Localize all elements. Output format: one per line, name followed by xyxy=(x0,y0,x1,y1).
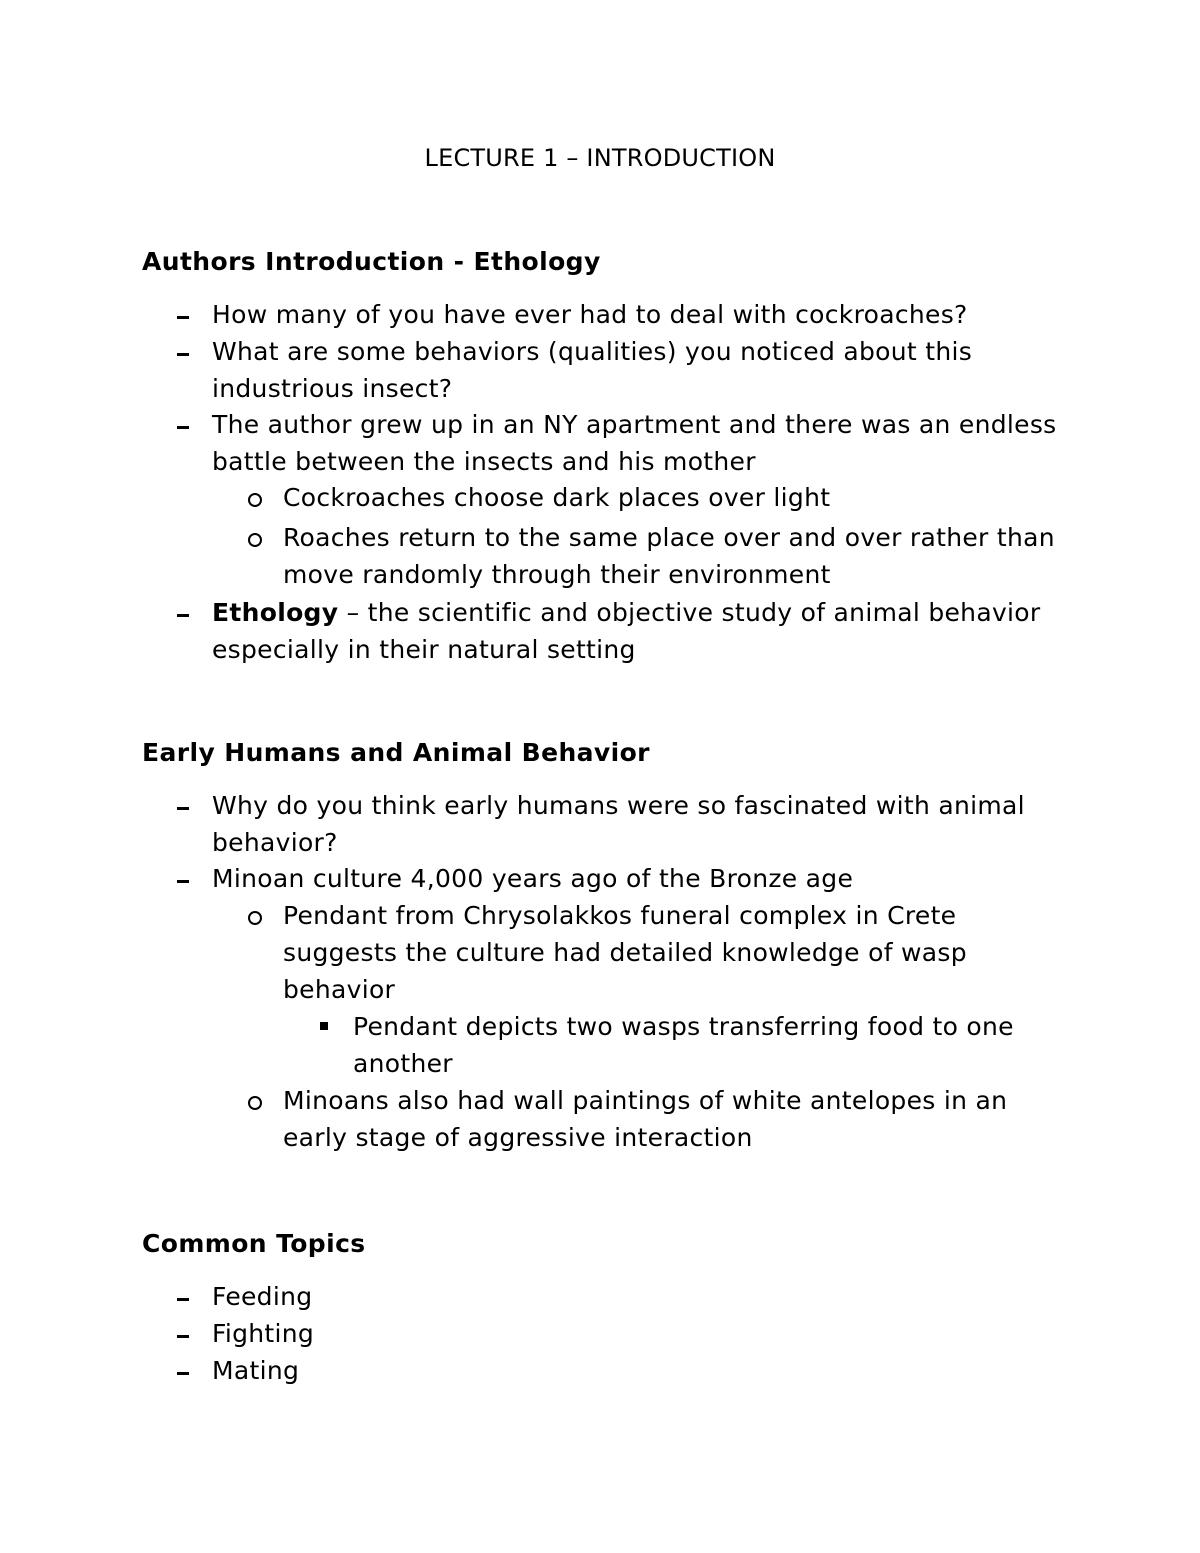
list-item: Feeding xyxy=(212,1282,313,1311)
dash-bullet xyxy=(177,353,189,356)
circle-bullet xyxy=(248,1096,262,1110)
list-item: Mating xyxy=(212,1356,300,1385)
dash-bullet xyxy=(177,614,189,617)
term-ethology: Ethology xyxy=(212,598,339,627)
section-heading-common-topics: Common Topics xyxy=(142,1229,366,1258)
list-item: Minoan culture 4,000 years ago of the Bronze age xyxy=(212,864,854,893)
page-title: LECTURE 1 – INTRODUCTION xyxy=(424,144,776,172)
list-item-ethology-definition xyxy=(212,594,1072,668)
list-subitem: Pendant from Chrysolakkos funeral complex in Crete suggests the culture had detailed knowledge of wasp behavior xyxy=(283,901,967,1004)
list-item: Fighting xyxy=(212,1319,315,1348)
dash-bullet xyxy=(177,880,189,883)
list-subitem: Roaches return to the same place over and over rather than move randomly through their environment xyxy=(283,523,1055,589)
section-heading-authors-introduction: Authors Introduction - Ethology xyxy=(142,247,601,276)
list-item: How many of you have ever had to deal with cockroaches? xyxy=(212,300,968,329)
definition-text: – the scientific and objective study of animal behavior especially in their natural setting xyxy=(212,598,1041,664)
dash-bullet xyxy=(177,1372,189,1375)
list-item: What are some behaviors (qualities) you noticed about this industrious insect? xyxy=(212,337,973,403)
list-subitem: Minoans also had wall paintings of white antelopes in an early stage of aggressive interaction xyxy=(283,1086,1008,1152)
section-heading-early-humans: Early Humans and Animal Behavior xyxy=(142,738,650,767)
list-subitem: Cockroaches choose dark places over light xyxy=(283,483,831,512)
dash-bullet xyxy=(177,1298,189,1301)
dash-bullet xyxy=(177,426,189,429)
dash-bullet xyxy=(177,316,189,319)
list-subsubitem: Pendant depicts two wasps transferring food to one another xyxy=(353,1012,1014,1078)
circle-bullet xyxy=(248,493,262,507)
circle-bullet xyxy=(248,533,262,547)
dash-bullet xyxy=(177,1335,189,1338)
square-bullet xyxy=(320,1022,328,1030)
list-item: The author grew up in an NY apartment and there was an endless battle between the insects and his mother xyxy=(212,410,1057,476)
dash-bullet xyxy=(177,807,189,810)
list-item: Why do you think early humans were so fascinated with animal behavior? xyxy=(212,791,1025,857)
circle-bullet xyxy=(248,911,262,925)
